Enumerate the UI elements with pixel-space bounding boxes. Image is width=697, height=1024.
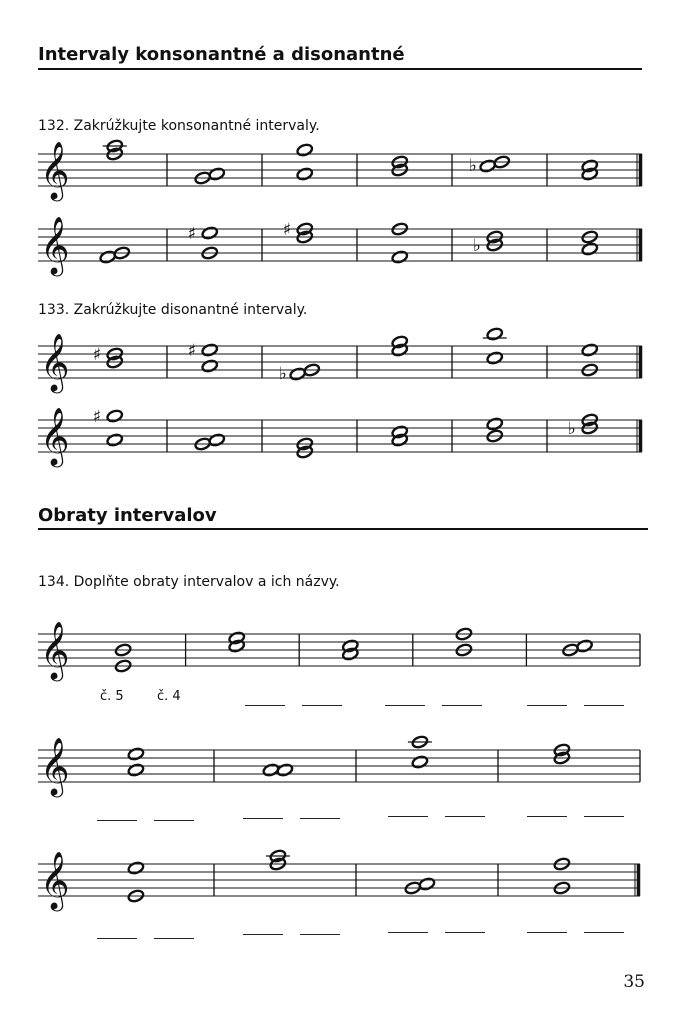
answer-blank[interactable]	[584, 816, 624, 817]
accidental-icon: ♭	[468, 156, 477, 176]
whole-note	[127, 861, 144, 875]
staff-134-line1	[0, 620, 697, 700]
staff-133-line2	[0, 406, 697, 486]
section-title-inversions: Obraty intervalov	[38, 505, 217, 526]
whole-note	[486, 417, 503, 431]
accidental-icon: ♭	[472, 236, 481, 256]
whole-note	[106, 433, 123, 447]
whole-note	[208, 433, 225, 447]
answer-blank[interactable]	[385, 705, 425, 706]
whole-note	[296, 143, 313, 157]
answer-blank[interactable]	[527, 816, 567, 817]
answer-blank[interactable]	[154, 820, 194, 821]
whole-note	[201, 359, 218, 373]
treble-clef-icon: 𝄞	[40, 737, 70, 795]
answer-blank[interactable]	[302, 705, 342, 706]
whole-note	[576, 639, 593, 653]
whole-note	[479, 159, 496, 173]
whole-note	[581, 343, 598, 357]
exercise-132-prompt: 132. Zakrúžkujte konsonantné intervaly.	[38, 118, 320, 134]
treble-clef-icon: 𝄞	[40, 851, 70, 909]
whole-note	[486, 351, 503, 365]
treble-clef-icon: 𝄞	[40, 216, 70, 274]
accidental-icon: ♯	[92, 345, 101, 365]
staff-132-line1	[0, 140, 697, 220]
answer-blank[interactable]	[584, 932, 624, 933]
page-number: 35	[623, 972, 645, 992]
whole-note	[486, 327, 503, 341]
treble-clef-icon: 𝄞	[40, 407, 70, 465]
answer-blank[interactable]	[243, 818, 283, 819]
whole-note	[99, 250, 116, 264]
section-rule	[38, 528, 648, 530]
accidental-icon: ♯	[92, 407, 101, 427]
staff-132-line2	[0, 215, 697, 295]
whole-note	[391, 250, 408, 264]
answer-blank[interactable]	[300, 818, 340, 819]
whole-note	[127, 763, 144, 777]
answer-blank[interactable]	[445, 932, 485, 933]
accidental-icon: ♯	[187, 341, 196, 361]
whole-note	[418, 877, 435, 891]
whole-note	[276, 763, 293, 777]
section-rule	[38, 68, 642, 70]
answer-blank[interactable]	[154, 938, 194, 939]
answer-blank[interactable]	[527, 932, 567, 933]
example-label-fourth: č. 4	[157, 689, 181, 704]
answer-blank[interactable]	[445, 816, 485, 817]
accidental-icon: ♯	[187, 224, 196, 244]
answer-blank[interactable]	[442, 705, 482, 706]
treble-clef-icon: 𝄞	[40, 333, 70, 391]
whole-note	[201, 343, 218, 357]
example-label-fifth: č. 5	[100, 689, 124, 704]
answer-blank[interactable]	[97, 820, 137, 821]
whole-note	[411, 755, 428, 769]
whole-note	[296, 167, 313, 181]
accidental-icon: ♭	[278, 364, 287, 384]
whole-note	[289, 367, 306, 381]
answer-blank[interactable]	[527, 705, 567, 706]
whole-note	[208, 167, 225, 181]
whole-note	[106, 409, 123, 423]
answer-blank[interactable]	[584, 705, 624, 706]
answer-blank[interactable]	[388, 816, 428, 817]
accidental-icon: ♭	[567, 419, 576, 439]
staff-134-line2	[0, 736, 697, 816]
section-title-consonant-dissonant: Intervaly konsonantné a disonantné	[38, 44, 405, 65]
exercise-134-prompt: 134. Doplňte obraty intervalov a ich názvy.	[38, 574, 340, 590]
answer-blank[interactable]	[388, 932, 428, 933]
treble-clef-icon: 𝄞	[40, 621, 70, 679]
staff-133-line1	[0, 332, 697, 412]
accidental-icon: ♯	[282, 220, 291, 240]
whole-note	[127, 747, 144, 761]
exercise-133-prompt: 133. Zakrúžkujte disonantné intervaly.	[38, 302, 308, 318]
whole-note	[581, 242, 598, 256]
answer-blank[interactable]	[300, 934, 340, 935]
staff-134-line3	[0, 850, 697, 930]
treble-clef-icon: 𝄞	[40, 141, 70, 199]
answer-blank[interactable]	[97, 938, 137, 939]
answer-blank[interactable]	[243, 934, 283, 935]
whole-note	[201, 226, 218, 240]
answer-blank[interactable]	[245, 705, 285, 706]
